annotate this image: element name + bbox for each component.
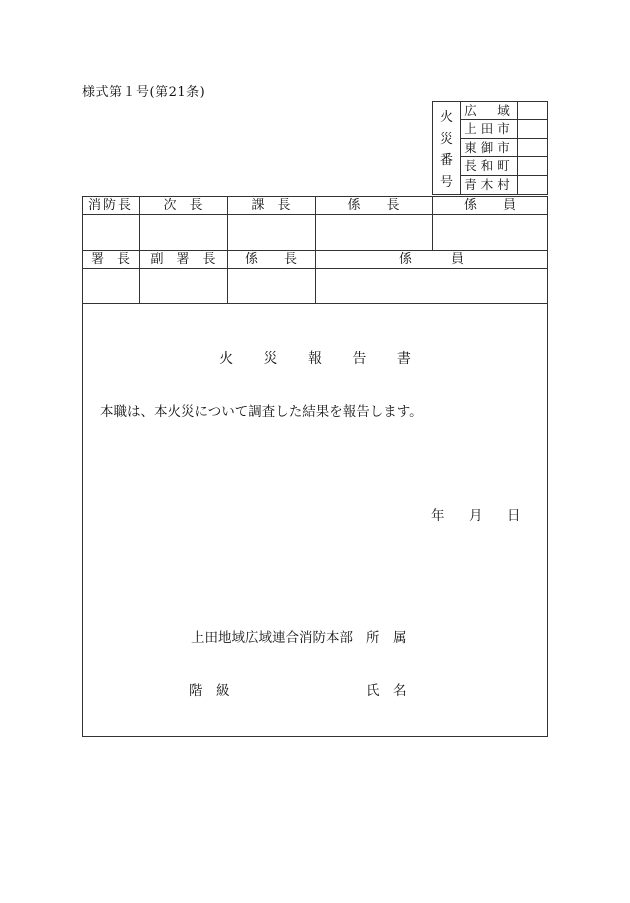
fire-number-label-char: 番 bbox=[439, 153, 453, 169]
stamp-cell-deputy-station-chief[interactable] bbox=[140, 269, 227, 303]
report-title-char: 災 bbox=[263, 351, 278, 367]
area-name: 上田市 bbox=[461, 120, 518, 137]
header-station-subsection-chief: 係 長 bbox=[244, 252, 297, 267]
area-row-aoki bbox=[461, 176, 547, 194]
header-station-chief: 署 長 bbox=[90, 252, 130, 267]
report-statement: 本職は、本火災について調査した結果を報告します。 bbox=[100, 404, 423, 420]
stamp-cell-station-subsection-chief[interactable] bbox=[228, 269, 315, 303]
stamp-cell-station-chief[interactable] bbox=[82, 269, 139, 303]
fire-number-box bbox=[432, 101, 548, 195]
header-deputy-chief: 次 長 bbox=[163, 198, 203, 213]
area-row-wide bbox=[461, 102, 547, 120]
area-number-field[interactable] bbox=[518, 120, 547, 137]
header-fire-chief: 消防長 bbox=[87, 198, 133, 213]
fire-number-label-char: 災 bbox=[439, 131, 453, 147]
report-title-char: 書 bbox=[396, 351, 411, 367]
rank-label: 階 級 bbox=[189, 683, 230, 699]
area-number-field[interactable] bbox=[518, 176, 547, 194]
area-number-field[interactable] bbox=[518, 157, 547, 174]
affiliation-label: 所 属 bbox=[366, 630, 407, 646]
stamp-cell-subsection-chief[interactable] bbox=[316, 215, 432, 250]
area-row-nagawa bbox=[461, 157, 547, 175]
date-year-label: 年 bbox=[431, 508, 445, 524]
header-subsection-chief: 係 長 bbox=[347, 198, 400, 213]
area-name: 長和町 bbox=[461, 157, 518, 174]
report-title bbox=[82, 348, 548, 368]
area-number-field[interactable] bbox=[518, 139, 547, 156]
stamp-cell-section-chief[interactable] bbox=[228, 215, 315, 250]
area-name: 東御市 bbox=[461, 139, 518, 156]
header-deputy-station-chief: 副 署 長 bbox=[150, 252, 216, 267]
fire-number-label-char: 火 bbox=[439, 110, 453, 126]
header-staff: 係 員 bbox=[463, 198, 516, 213]
form-number: 様式第１号(第21条) bbox=[82, 85, 206, 100]
stamp-cell-station-staff[interactable] bbox=[316, 269, 548, 303]
fire-number-label-char: 号 bbox=[439, 174, 453, 190]
report-title-char: 告 bbox=[352, 351, 367, 367]
divider bbox=[82, 303, 548, 304]
area-name: 広 域 bbox=[461, 102, 518, 119]
date-month-label: 月 bbox=[469, 508, 483, 524]
organization-name: 上田地域広域連合消防本部 bbox=[191, 630, 353, 646]
stamp-cell-staff[interactable] bbox=[433, 215, 548, 250]
area-number-field[interactable] bbox=[518, 102, 547, 119]
report-title-char: 火 bbox=[219, 351, 234, 367]
date-day-label: 日 bbox=[507, 508, 521, 524]
report-title-char: 報 bbox=[308, 351, 322, 367]
stamp-cell-deputy-chief[interactable] bbox=[140, 215, 227, 250]
header-station-staff: 係 員 bbox=[398, 252, 464, 267]
stamp-cell-fire-chief[interactable] bbox=[82, 215, 139, 250]
area-row-ueda bbox=[461, 120, 547, 138]
fire-number-label bbox=[433, 102, 461, 194]
name-label: 氏 名 bbox=[366, 683, 407, 699]
header-section-chief: 課 長 bbox=[251, 198, 291, 213]
area-row-tomi bbox=[461, 139, 547, 157]
area-name: 青木村 bbox=[461, 176, 518, 194]
